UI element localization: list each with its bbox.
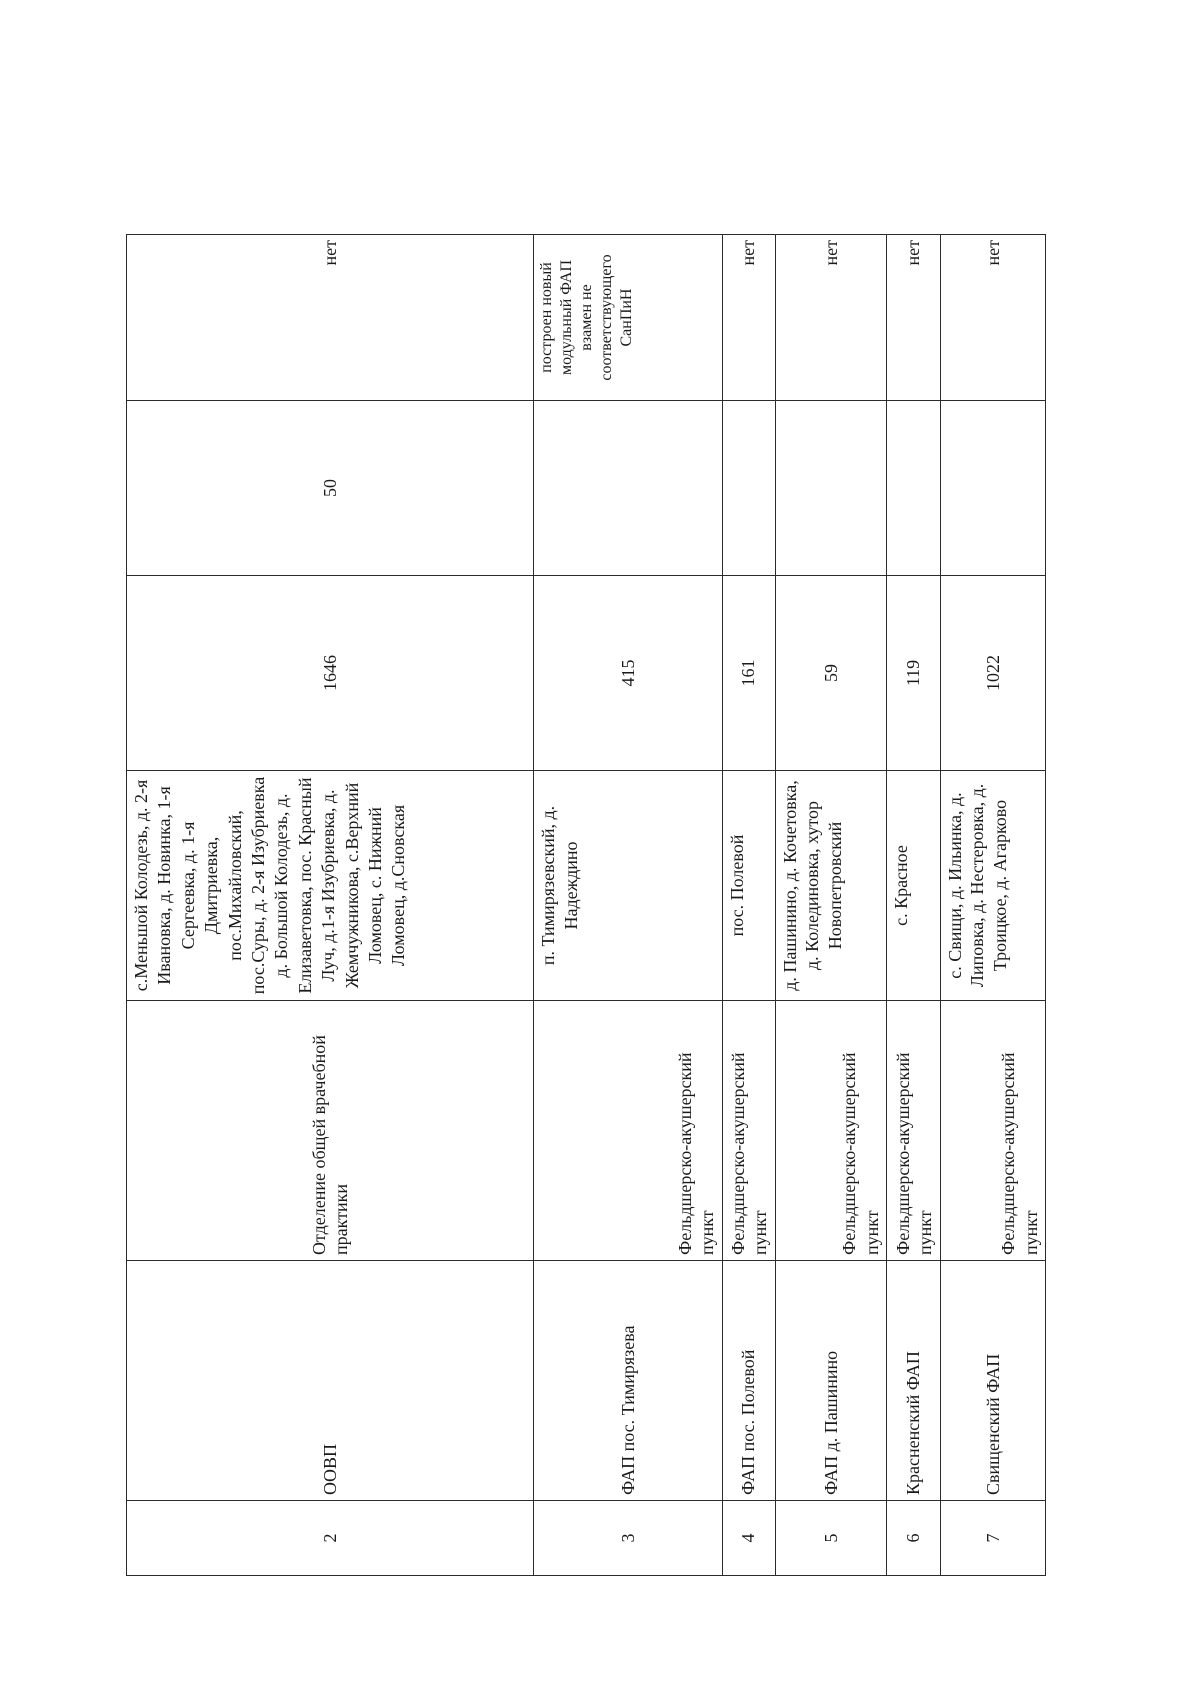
note: нет [127,235,534,401]
facility-name: Красненский ФАП [887,1261,940,1501]
note: нет [940,235,1045,401]
table-row [534,235,722,1576]
facility-type: Фельдшерско-акушерский пункт [722,1001,775,1261]
facility-type: Фельдшерско-акушерский пункт [887,1001,940,1261]
row-number: 2 [127,1501,534,1576]
facility-type: Отделение общей врачебной практики [127,1001,534,1261]
capacity [940,401,1045,576]
facility-type: Фельдшерско-акушерский пункт [940,1001,1045,1261]
rotated-table-sheet [126,235,1046,1576]
population: 1022 [940,576,1045,771]
served-settlements: пос. Полевой [722,771,775,1001]
facility-name: ФАП д. Пашинино [775,1261,887,1501]
facilities-table [126,234,1046,1576]
served-settlements: с.Меньшой Колодезь, д. 2-я Ивановка, д. Новинка, 1-я Сергеевка, д. 1-я Дмитриевка, пос.Михайловский, пос.Суры, д. 2-я Изубриевка д. Большой Колодезь, д. Елизаветовка, пос. Красный Луч, д.1-я Изубриевка, д. Жемчужникова, с.Верхний Ломовец, с. Нижний Ломовец, д.Сновская [127,771,534,1001]
row-number: 4 [722,1501,775,1576]
facility-name: Свищенский ФАП [940,1261,1045,1501]
population: 1646 [127,576,534,771]
population: 415 [534,576,722,771]
table-row [775,235,887,1576]
served-settlements: с. Красное [887,771,940,1001]
note: нет [887,235,940,401]
capacity [775,401,887,576]
capacity [887,401,940,576]
row-number: 6 [887,1501,940,1576]
table-row [722,235,775,1576]
note: нет [775,235,887,401]
served-settlements: п. Тимирязевский, д. Надеждино [534,771,722,1001]
served-settlements: д. Пашинино, д. Кочетовка, д. Колединовка, хутор Новопетровский [775,771,887,1001]
facility-type: Фельдшерско-акушерский пункт [775,1001,887,1261]
row-number: 5 [775,1501,887,1576]
facility-name: ООВП [127,1261,534,1501]
population: 59 [775,576,887,771]
table-row [940,235,1045,1576]
capacity [534,401,722,576]
facility-type: Фельдшерско-акушерский пункт [534,1001,722,1261]
capacity: 50 [127,401,534,576]
capacity [722,401,775,576]
facility-name: ФАП пос. Полевой [722,1261,775,1501]
served-settlements: с. Свищи, д. Ильинка, д. Липовка, д. Нестеровка, д. Троицкое, д. Агарково [940,771,1045,1001]
population: 161 [722,576,775,771]
note: нет [722,235,775,401]
note: построен новый модульный ФАП взамен не соответствующего СанПиН [534,235,722,401]
table-row [887,235,940,1576]
table-row [127,235,534,1576]
population: 119 [887,576,940,771]
row-number: 7 [940,1501,1045,1576]
facility-name: ФАП пос. Тимирязева [534,1261,722,1501]
row-number: 3 [534,1501,722,1576]
